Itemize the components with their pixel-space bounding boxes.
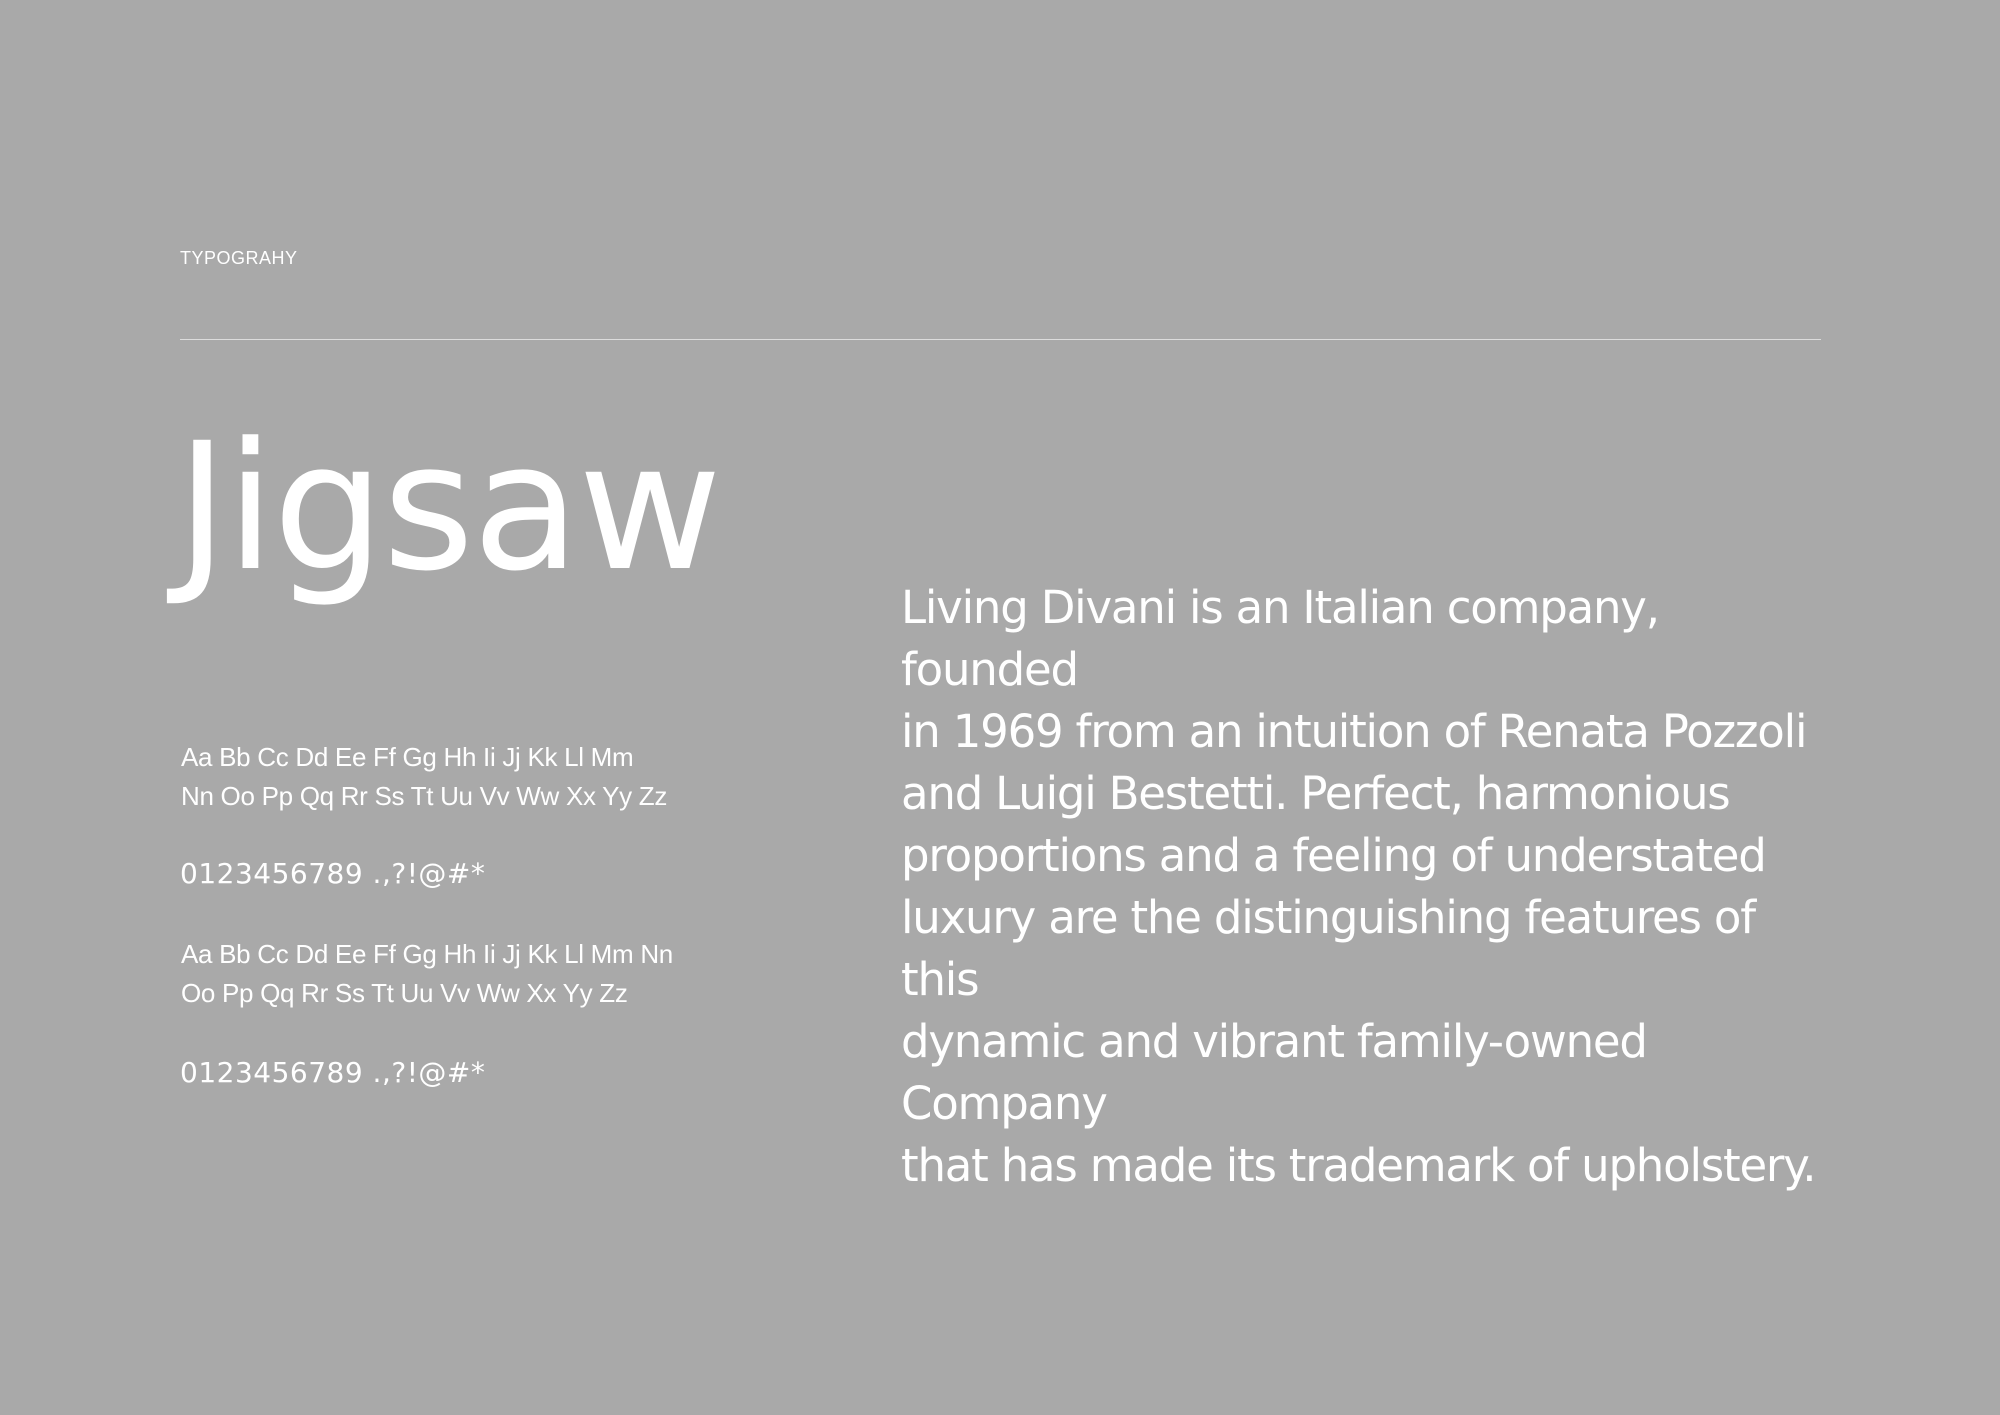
- description-line-1: Living Divani is an Italian company, founded: [901, 581, 1659, 696]
- description-line-4: proportions and a feeling of understated: [901, 829, 1766, 882]
- description-line-6: dynamic and vibrant family-owned Company: [901, 1015, 1647, 1130]
- typeface-name: Jigsaw: [176, 405, 721, 610]
- description-line-5: luxury are the distinguishing features of this: [901, 891, 1755, 1006]
- alphabet-specimen-2-line-2: Oo Pp Qq Rr Ss Tt Uu Vv Ww Xx Yy Zz: [181, 978, 628, 1008]
- alphabet-specimen-2-line-1: Aa Bb Cc Dd Ee Ff Gg Hh Ii Jj Kk Ll Mm Nn: [181, 939, 673, 969]
- numerals-specimen-2: 0123456789 .,?!@#*: [180, 1056, 486, 1089]
- alphabet-specimen-2: [181, 935, 673, 1013]
- description-line-7: that has made its trademark of upholstery.: [901, 1139, 1816, 1192]
- description-line-3: and Luigi Bestetti. Perfect, harmonious: [901, 767, 1730, 820]
- alphabet-specimen-1: [181, 738, 667, 816]
- description-line-2: in 1969 from an intuition of Renata Pozzoli: [901, 705, 1807, 758]
- numerals-specimen-1: 0123456789 .,?!@#*: [180, 857, 486, 890]
- section-label: TYPOGRAHY: [180, 248, 298, 268]
- divider: [180, 339, 1821, 340]
- brand-description: [901, 577, 1831, 1197]
- alphabet-specimen-1-line-2: Nn Oo Pp Qq Rr Ss Tt Uu Vv Ww Xx Yy Zz: [181, 781, 668, 811]
- alphabet-specimen-1-line-1: Aa Bb Cc Dd Ee Ff Gg Hh Ii Jj Kk Ll Mm: [181, 742, 634, 772]
